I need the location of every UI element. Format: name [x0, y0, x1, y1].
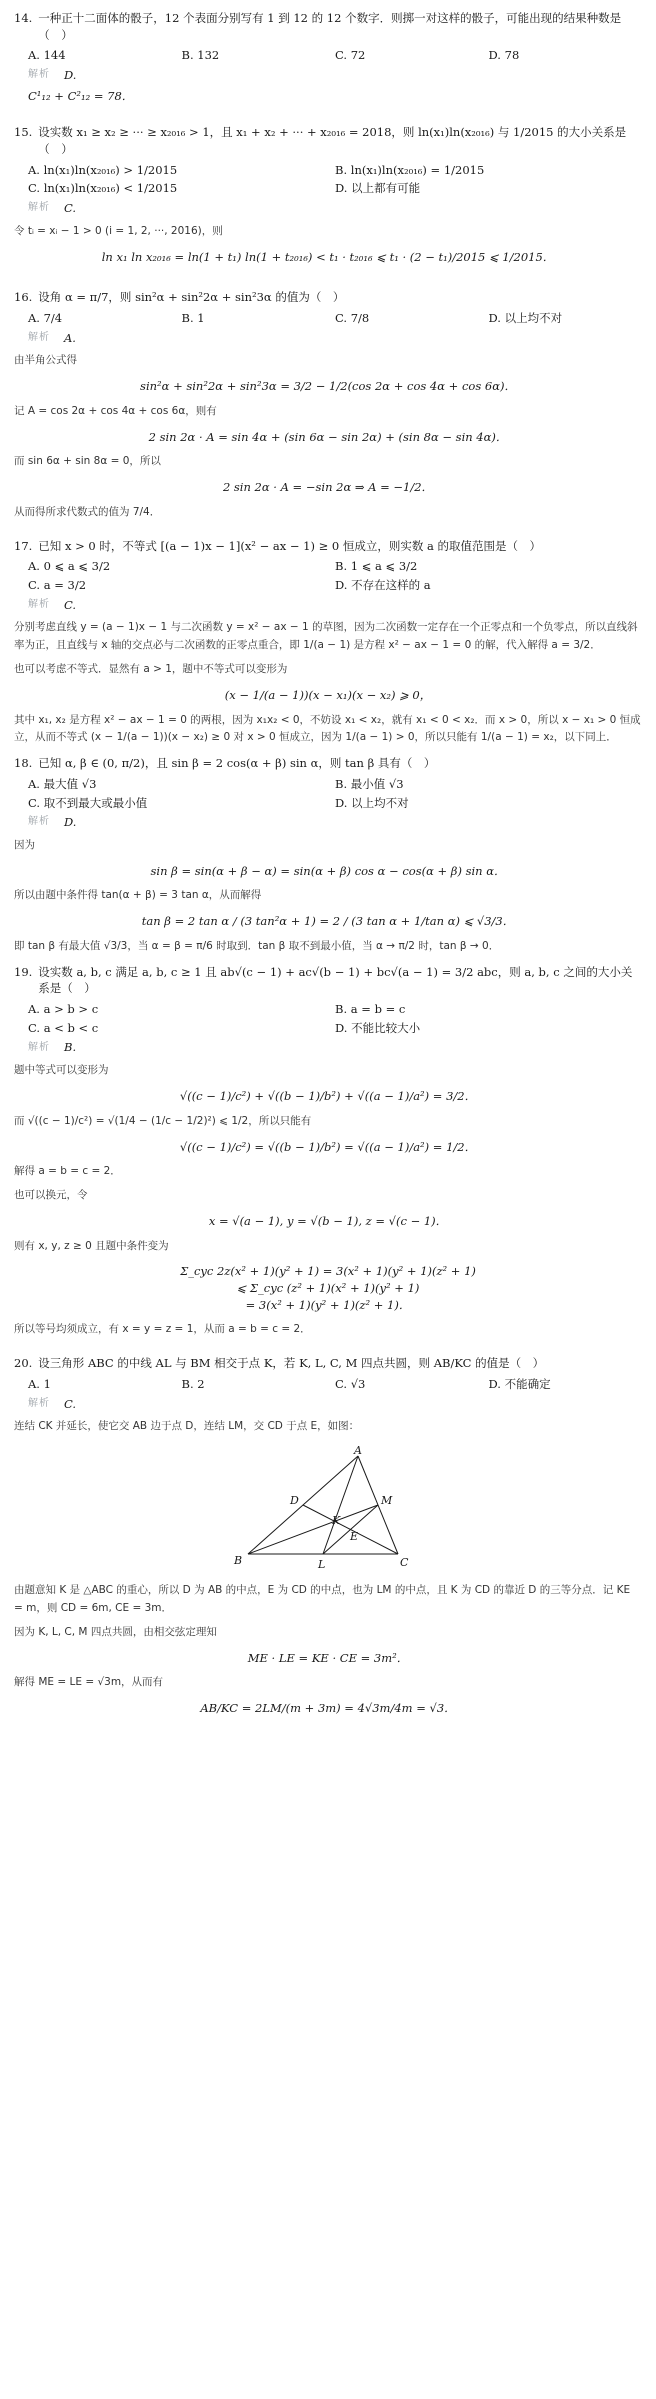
solution-equation: AB/KC = 2LM/(m + 3m) = 4√3m/4m = √3． — [200, 1701, 456, 1716]
option-c: C. √3 — [335, 1376, 366, 1391]
label-m: M — [381, 1494, 393, 1508]
question-text: 设角 α = π/7，则 sin²α + sin²2α + sin²3α 的值为（ ） — [38, 290, 345, 305]
option-a: A. 0 ⩽ a ⩽ 3/2 — [28, 559, 111, 574]
question-number: 20. — [14, 1356, 33, 1371]
label-e: E — [350, 1530, 359, 1544]
options-row — [28, 47, 642, 64]
question-text: 设三角形 ABC 的中线 AL 与 BM 相交于点 K，若 K, L, C, M 四点共圆，则 AB/KC 的值是（ ） — [38, 1356, 545, 1371]
analysis-tag: 解析 — [28, 1041, 50, 1053]
question-text: 设实数 a, b, c 满足 a, b, c ≥ 1 且 ab√(c − 1) + ac√(b − 1) + bc√(a − 1) = 3/2 abc，则 a, b, c 之间的大小关系是（ ） — [38, 964, 633, 996]
analysis-tag: 解析 — [28, 331, 50, 343]
options-row — [28, 310, 642, 327]
option-d: D. 不能比较大小 — [335, 1020, 421, 1035]
solution-text: 解得 a = b = c = 2． — [14, 1165, 121, 1178]
option-a: A. a > b > c — [28, 1002, 99, 1017]
solution-math: C¹₁₂ + C²₁₂ = 78． — [28, 88, 134, 103]
solution-equation: tan β = 2 tan α / (3 tan²α + 1) = 2 / (3 tan α + 1/tan α) ⩽ √3/3． — [141, 914, 515, 929]
option-b: B. 1 — [181, 310, 205, 325]
options-grid — [28, 1001, 642, 1036]
question-text: 一种正十二面体的骰子，12 个表面分别写有 1 到 12 的 12 个数字．则掷一对这样的骰子，可能出现的结果种数是（ ） — [38, 11, 622, 42]
solution-text: 令 tᵢ = xᵢ − 1 > 0 (i = 1, 2, ···, 2016)，则 — [14, 224, 223, 237]
problem-stem — [14, 289, 642, 306]
label-d: D — [290, 1494, 299, 1508]
answer-letter: D. — [64, 815, 77, 830]
median-bm — [248, 1505, 378, 1554]
triangle-figure — [14, 1444, 642, 1574]
problem-stem — [14, 964, 642, 997]
solution-text: 因为 — [14, 838, 35, 851]
analysis-tag: 解析 — [28, 1397, 50, 1409]
answer-letter: B. — [64, 1040, 77, 1055]
analysis-tag: 解析 — [28, 598, 50, 610]
problem-20 — [14, 1355, 642, 1717]
options-row — [28, 1376, 642, 1393]
aligned-derivation — [14, 1263, 642, 1313]
analysis-row — [28, 67, 642, 84]
options-grid — [28, 776, 642, 811]
options-grid — [28, 558, 642, 593]
solution-equation: ME · LE = KE · CE = 3m²． — [247, 1650, 409, 1665]
solution-text: 即 tan β 有最大值 √3/3，当 α = β = π/6 时取到．tan β 取不到最小值，当 α → π/2 时，tan β → 0． — [14, 939, 500, 952]
option-b: B. a = b = c — [335, 1002, 406, 1017]
problem-stem — [14, 10, 642, 43]
solution-text: 所以由题中条件得 tan(α + β) = 3 tan α，从而解得 — [14, 889, 262, 902]
answer-letter: A. — [64, 330, 76, 345]
option-b: B. 1 ⩽ a ⩽ 3/2 — [335, 559, 418, 574]
analysis-row — [28, 814, 642, 831]
option-a: A. 7/4 — [28, 310, 63, 325]
solution-text: 从而得所求代数式的值为 7/4． — [14, 505, 161, 518]
solution-text: 也可以考虑不等式．显然有 a > 1，题中不等式可以变形为 — [14, 663, 288, 676]
analysis-row — [28, 1039, 642, 1056]
label-l: L — [318, 1558, 326, 1572]
problem-stem — [14, 1355, 642, 1372]
label-b: B — [234, 1554, 243, 1568]
solution-equation: sin²α + sin²2α + sin²3α = 3/2 − 1/2(cos 2α + cos 4α + cos 6α)． — [140, 379, 516, 394]
solution-text: 分别考虑直线 y = (a − 1)x − 1 与二次函数 y = x² − ax − 1 的草图，因为二次函数一定存在一个正零点和一个负零点，所以直线斜率为正，且直线与 x 轴的交点必与二次函数的正零点重合，即 1/(a − 1) 是方程 x² − ax − 1 = 0 的解，代入解得 a = 3/2． — [14, 621, 638, 652]
analysis-row — [28, 330, 642, 347]
derivation-line: ⩽ Σ_cyc (z² + 1)(x² + 1)(y² + 1) — [236, 1281, 420, 1296]
problem-17 — [14, 538, 642, 748]
solution-equation: √((c − 1)/c²) = √((b − 1)/b²) = √((a − 1)/a²) = 1/2． — [179, 1139, 477, 1154]
option-b: B. ln(x₁)ln(x₂₀₁₆) = 1/2015 — [335, 162, 485, 177]
solution-equation: ln x₁ ln x₂₀₁₆ = ln(1 + t₁) ln(1 + t₂₀₁₆) < t₁ · t₂₀₁₆ ⩽ t₁ · (2 − t₁)/2015 ⩽ 1/2015． — [101, 249, 555, 264]
option-a: A. 144 — [28, 48, 66, 63]
question-text: 已知 α, β ∈ (0, π/2)，且 sin β = 2 cos(α + β) sin α，则 tan β 具有（ ） — [38, 756, 436, 771]
solution-text: 题中等式可以变形为 — [14, 1064, 109, 1077]
option-c: C. a = 3/2 — [28, 577, 87, 592]
solution-text: 由半角公式得 — [14, 354, 77, 367]
option-d: D. 78 — [488, 48, 520, 63]
problem-stem — [14, 538, 642, 555]
problem-14 — [14, 10, 642, 104]
option-c: C. 取不到最大或最小值 — [28, 795, 148, 810]
option-d: D. 不能确定 — [488, 1376, 551, 1391]
answer-letter: C. — [64, 597, 77, 612]
question-number: 17. — [14, 538, 33, 553]
solution-text: 也可以换元，令 — [14, 1189, 88, 1202]
solution-equation: 2 sin 2α · A = sin 4α + (sin 6α − sin 2α) + (sin 8α − sin 4α)． — [148, 429, 508, 444]
option-b: B. 最小值 √3 — [335, 776, 404, 791]
solution-equation: 2 sin 2α · A = −sin 2α ⇒ A = −1/2． — [222, 480, 434, 495]
problem-16 — [14, 289, 642, 521]
answer-letter: D. — [64, 68, 77, 83]
label-c: C — [400, 1556, 409, 1570]
solution-text: 所以等号均须成立，有 x = y = z = 1，从而 a = b = c = 2． — [14, 1323, 311, 1336]
option-b: B. 2 — [181, 1376, 205, 1391]
problem-19 — [14, 964, 642, 1339]
derivation-line: Σ_cyc 2z(x² + 1)(y² + 1) = 3(x² + 1)(y² + 1)(z² + 1) — [180, 1264, 476, 1279]
question-number: 18. — [14, 756, 33, 771]
question-text: 设实数 x₁ ≥ x₂ ≥ ··· ≥ x₂₀₁₆ > 1，且 x₁ + x₂ + ··· + x₂₀₁₆ = 2018，则 ln(x₁)ln(x₂₀₁₆) 与 1/2015 的大小关系是（ ） — [38, 125, 627, 157]
answer-letter: C. — [64, 1396, 77, 1411]
option-a: A. 最大值 √3 — [28, 776, 97, 791]
option-c: C. 72 — [335, 48, 366, 63]
analysis-row — [28, 597, 642, 614]
question-number: 15. — [14, 125, 33, 140]
option-a: A. ln(x₁)ln(x₂₀₁₆) > 1/2015 — [28, 162, 178, 177]
problem-15 — [14, 124, 642, 265]
analysis-tag: 解析 — [28, 816, 50, 828]
answer-letter: C. — [64, 201, 77, 216]
option-d: D. 以上都有可能 — [335, 181, 421, 196]
solution-equation: (x − 1/(a − 1))(x − x₁)(x − x₂) ⩾ 0， — [224, 687, 432, 702]
options-grid — [28, 162, 642, 197]
option-c: C. a < b < c — [28, 1020, 99, 1035]
option-c: C. ln(x₁)ln(x₂₀₁₆) < 1/2015 — [28, 181, 178, 196]
option-d: D. 以上均不对 — [488, 310, 563, 325]
solution-text: 因为 K, L, C, M 四点共圆，由相交弦定理知 — [14, 1625, 217, 1638]
question-number: 19. — [14, 964, 33, 979]
label-a: A — [354, 1444, 362, 1458]
label-k: K — [332, 1514, 341, 1528]
solution-text: 而 sin 6α + sin 8α = 0，所以 — [14, 455, 161, 468]
option-d: D. 不存在这样的 a — [335, 577, 431, 592]
question-number: 14. — [14, 11, 33, 25]
solution-equation: sin β = sin(α + β − α) = sin(α + β) cos α − cos(α + β) sin α． — [150, 863, 506, 878]
option-b: B. 132 — [181, 48, 220, 63]
solution-equation: √((c − 1)/c²) + √((b − 1)/b²) + √((a − 1)/a²) = 3/2． — [179, 1088, 477, 1103]
derivation-line: = 3(x² + 1)(y² + 1)(z² + 1)． — [245, 1297, 411, 1312]
option-d: D. 以上均不对 — [335, 795, 409, 810]
option-c: C. 7/8 — [335, 310, 370, 325]
question-text: 已知 x > 0 时，不等式 [(a − 1)x − 1](x² − ax − 1) ≥ 0 恒成立，则实数 a 的取值范围是（ ） — [38, 538, 542, 553]
option-a: A. 1 — [28, 1376, 51, 1391]
question-number: 16. — [14, 290, 33, 305]
solution-text: 由题意知 K 是 △ABC 的重心，所以 D 为 AB 的中点，E 为 CD 的中点，也为 LM 的中点，且 K 为 CD 的靠近 D 的三等分点．记 KE = m，则 CD = 6m, CE = 3m． — [14, 1584, 631, 1614]
triangle-diagram — [228, 1444, 428, 1574]
problem-18 — [14, 755, 642, 956]
solution-text: 记 A = cos 2α + cos 4α + cos 6α，则有 — [14, 404, 217, 417]
problem-stem — [14, 755, 642, 772]
analysis-tag: 解析 — [28, 202, 50, 214]
problem-stem — [14, 124, 642, 157]
solution-text: 解得 ME = LE = √3m，从而有 — [14, 1676, 164, 1689]
analysis-tag: 解析 — [28, 69, 50, 81]
solution-text: 而 √((c − 1)/c²) = √(1/4 − (1/c − 1/2)²) ⩽ 1/2，所以只能有 — [14, 1114, 312, 1127]
solution-equation: x = √(a − 1), y = √(b − 1), z = √(c − 1)． — [208, 1213, 448, 1228]
analysis-row — [28, 1396, 642, 1413]
solution-text: 则有 x, y, z ≥ 0 且题中条件变为 — [14, 1239, 169, 1252]
solution-text: 其中 x₁, x₂ 是方程 x² − ax − 1 = 0 的两根，因为 x₁x₂ < 0，不妨设 x₁ < x₂，就有 x₁ < 0 < x₂．而 x > 0，所以 x − x₁ > 0 恒成立，从而不等式 (x − 1/(a − 1))(x − x₂) ≥ 0 对 x > 0 恒成立，因为 1/(a − 1) > 0，所以只能有 1/(a − 1) = x₂，以下同上． — [14, 713, 641, 744]
analysis-row — [28, 200, 642, 217]
solution-text: 连结 CK 并延长，使它交 AB 边于点 D，连结 LM，交 CD 于点 E，如图： — [14, 1420, 360, 1433]
